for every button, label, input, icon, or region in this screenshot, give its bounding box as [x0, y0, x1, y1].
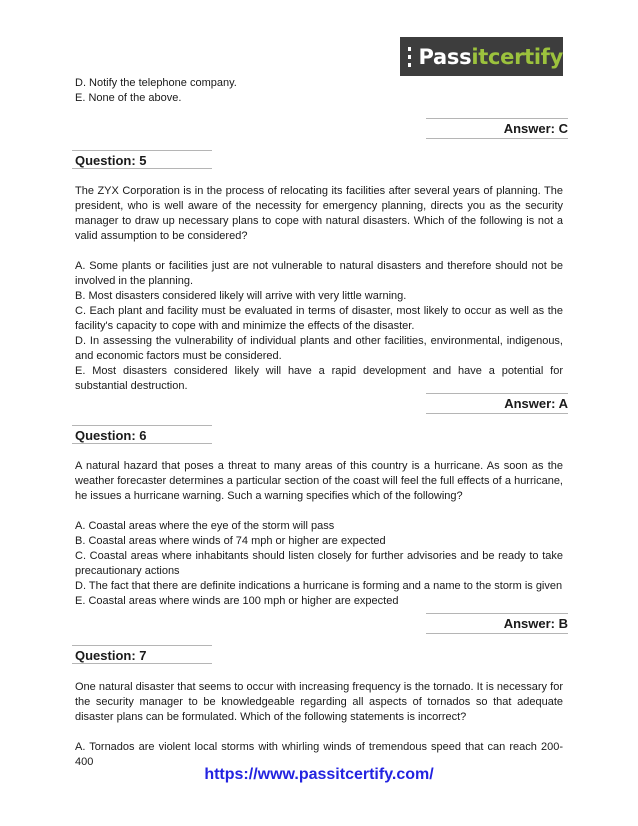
question-5-option-e: E. Most disasters considered likely will have a rapid development and have a potential for substantial destruction.	[75, 365, 563, 392]
question-5-text: The ZYX Corporation is in the process of relocating its facilities after several years of planning. The president, who is well aware of the necessity for emergency planning, directs you as the security manager to draw up necessary plans to cope with natural disasters. Which of the following is not a valid assumption to be considered?	[75, 185, 563, 242]
menu-icon	[408, 47, 411, 67]
question-7-option-a: A. Tornados are violent local storms with whirling winds of tremendous speed that can reach 200-400	[75, 741, 563, 768]
logo-wordmark: Passitcertify	[418, 44, 563, 69]
answer-b: Answer: B	[426, 613, 568, 634]
question-6-option-c: C. Coastal areas where inhabitants should listen closely for further advisories and be ready to take precautionary actions	[75, 550, 563, 577]
answer-a: Answer: A	[426, 393, 568, 414]
question-5-body	[75, 184, 563, 394]
question-7-body	[75, 680, 563, 770]
question-5-option-a: A. Some plants or facilities just are not vulnerable to natural disasters and therefore should not be involved in the planning.	[75, 260, 563, 287]
option-d: D. Notify the telephone company.	[75, 77, 237, 89]
footer-url-link[interactable]: https://www.passitcertify.com/	[204, 766, 434, 783]
question-5-option-c: C. Each plant and facility must be evaluated in terms of disaster, most likely to occur as well as the facility's capacity to cope with and minimize the effects of the disaster.	[75, 305, 563, 332]
question-6-text: A natural hazard that poses a threat to many areas of this country is a hurricane. As soon as the weather forecaster determines a particular section of the coast will feel the full effects of a hurricane, he issues a hurricane warning. Such a warning specifies which of the following?	[75, 460, 563, 502]
question-5-option-d: D. In assessing the vulnerability of individual plants and other facilities, environmental, indigenous, and economic factors must be considered.	[75, 335, 563, 362]
question-6-option-d: D. The fact that there are definite indications a hurricane is forming and a name to the storm is given	[75, 580, 563, 592]
question-5-heading: Question: 5	[72, 150, 212, 169]
option-e: E. None of the above.	[75, 92, 182, 104]
question-6-heading: Question: 6	[72, 425, 212, 444]
question-6-option-a: A. Coastal areas where the eye of the storm will pass	[75, 520, 335, 532]
question-6-body	[75, 459, 563, 609]
question-7-heading: Question: 7	[72, 645, 212, 664]
question-6-option-e: E. Coastal areas where winds are 100 mph or higher are expected	[75, 595, 399, 607]
question-7-text: One natural disaster that seems to occur with increasing frequency is the tornado. It is necessary for the security manager to be knowledgeable regarding all aspects of tornados so that adequate disaster plans can be formulated. Which of the following statements is incorrect?	[75, 681, 563, 723]
question-6-option-b: B. Coastal areas where winds of 74 mph or higher are expected	[75, 535, 386, 547]
passitcertify-logo	[400, 37, 563, 76]
previous-options	[75, 76, 563, 106]
answer-c: Answer: C	[426, 118, 568, 139]
question-5-option-b: B. Most disasters considered likely will arrive with very little warning.	[75, 290, 407, 302]
